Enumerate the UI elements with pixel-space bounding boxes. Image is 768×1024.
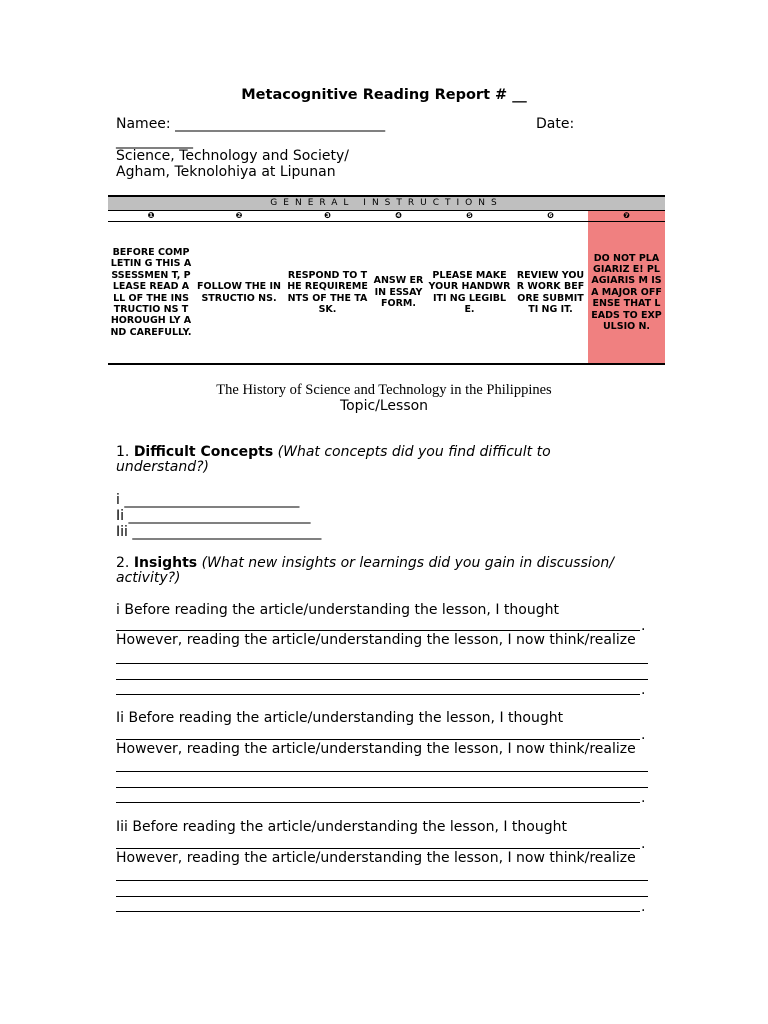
answer-blank[interactable] [116, 630, 640, 631]
instruction-item: ANSW ER IN ESSAY FORM. [373, 275, 424, 310]
topic-label: Topic/Lesson [339, 398, 429, 414]
question-heading: Difficult Concepts [133, 444, 274, 460]
question-prompt: (What concepts did you find difficult to [277, 444, 551, 460]
question-2 [116, 556, 656, 586]
question-heading: Insights [133, 555, 198, 571]
instruction-item: RESPOND TO THE REQUIREME NTS OF THE TASK. [287, 269, 368, 315]
answer-line[interactable]: Iii ___________________________ [116, 524, 322, 540]
answer-line[interactable]: i _________________________ [116, 492, 300, 508]
answer-line[interactable]: Ii __________________________ [116, 508, 311, 524]
insight-after: However, reading the article/understanding the lesson, I now think/realize [116, 632, 636, 648]
subject-line-2: Agham, Teknolohiya at Lipunan [116, 164, 336, 180]
report-title: Metacognitive Reading Report # __ [241, 87, 527, 103]
line-period: . [641, 727, 646, 743]
line-period: . [641, 682, 646, 698]
plagiarism-warning: DO NOT PLAGIARIZ E! PLAGIARIS M IS A MAJOR OFFENSE THAT LEADS TO EXPULSIO N. [588, 222, 665, 363]
answer-blank[interactable] [116, 880, 648, 881]
instructions-banner: GENERAL INSTRUCTIONS [108, 197, 665, 210]
topic-title: The History of Science and Technology in the Philippines [216, 382, 552, 398]
answer-blank[interactable] [116, 663, 648, 664]
insight-after: However, reading the article/understanding the lesson, I now think/realize [116, 741, 636, 757]
instruction-number: ❻ [547, 211, 554, 220]
answer-blank[interactable] [116, 771, 648, 772]
instruction-number: ❺ [466, 211, 473, 220]
date-blank: ___________ [116, 133, 193, 149]
line-period: . [641, 618, 646, 634]
instruction-numbers [108, 210, 665, 222]
date-label: Date: [536, 116, 575, 132]
question-number: 2. [116, 555, 130, 571]
line-period: . [641, 790, 646, 806]
line-period: . [641, 836, 646, 852]
answer-blank[interactable] [116, 787, 648, 788]
instruction-number: ❼ [588, 211, 665, 221]
instruction-item: FOLLOW THE INSTRUCTIO NS. [197, 281, 281, 304]
insight-after: However, reading the article/understanding the lesson, I now think/realize [116, 850, 636, 866]
answer-blank[interactable] [116, 679, 648, 680]
question-prompt-cont: understand?) [116, 459, 210, 475]
question-1 [116, 445, 656, 475]
insight-before: i Before reading the article/understanding the lesson, I thought [116, 602, 559, 618]
answer-blank[interactable] [116, 694, 640, 695]
line-period: . [641, 899, 646, 915]
instruction-item: PLEASE MAKE YOUR HANDWRITI NG LEGIBLE. [428, 269, 511, 315]
subject-line-1: Science, Technology and Society/ [116, 148, 349, 164]
instruction-item: BEFORE COMPLETIN G THIS ASSESSMEN T, PLEASE READ ALL OF THE INSTRUCTIO NS THOROUGH LY AND CAREFULLY. [110, 246, 192, 338]
answer-blank[interactable] [116, 911, 640, 912]
instructions-table [108, 195, 665, 365]
instruction-number: ❸ [324, 211, 331, 220]
question-prompt-cont: activity?) [116, 570, 181, 586]
answer-blank[interactable] [116, 896, 648, 897]
insight-before: Iii Before reading the article/understanding the lesson, I thought [116, 819, 567, 835]
name-field: Namee: ______________________________ [116, 116, 386, 132]
question-number: 1. [116, 444, 130, 460]
answer-blank[interactable] [116, 802, 640, 803]
insight-before: Ii Before reading the article/understanding the lesson, I thought [116, 710, 564, 726]
instruction-number: ❷ [235, 211, 243, 220]
instruction-cells [108, 222, 665, 365]
answer-blank[interactable] [116, 739, 640, 740]
instruction-number: ❹ [395, 211, 402, 220]
answer-blank[interactable] [116, 848, 640, 849]
instruction-number: ❶ [147, 211, 155, 220]
instruction-item: REVIEW YOUR WORK BEFORE SUBMITTI NG IT. [516, 269, 585, 315]
question-prompt: (What new insights or learnings did you gain in discussion/ [201, 555, 614, 571]
